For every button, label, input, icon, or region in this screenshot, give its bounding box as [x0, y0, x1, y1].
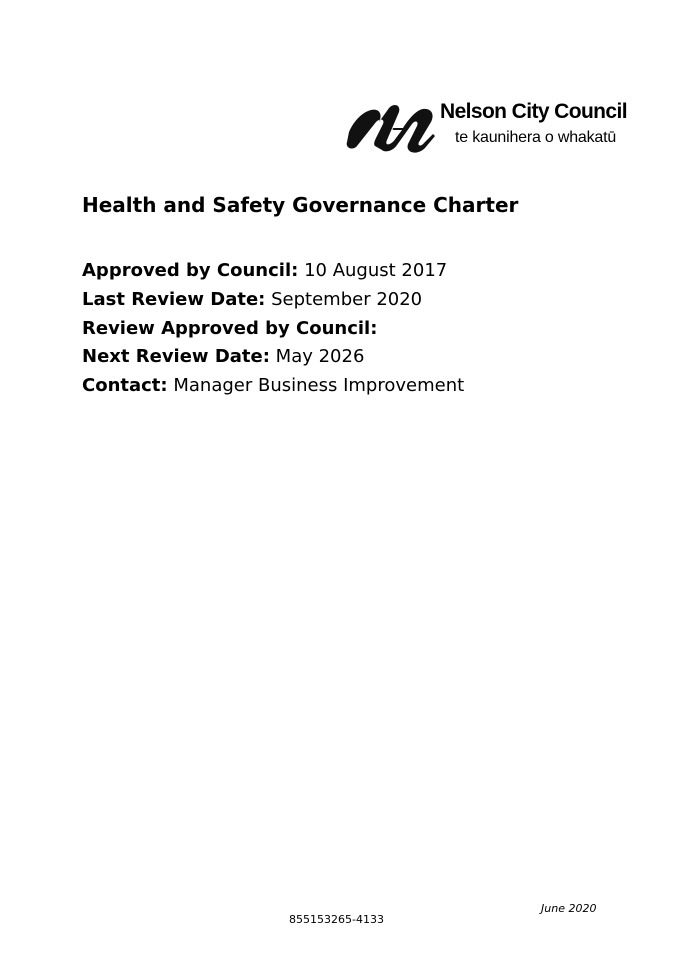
- review-approved-row: [82, 315, 464, 344]
- contact-value: Manager Business Improvement: [173, 375, 465, 397]
- approved-by-council-row: [82, 257, 464, 286]
- council-logo: [345, 98, 645, 156]
- last-review-date-label: Last Review Date:: [82, 288, 266, 310]
- next-review-date-label: Next Review Date:: [82, 346, 270, 368]
- next-review-date-row: [82, 343, 464, 372]
- approved-by-council-value: 10 August 2017: [304, 260, 448, 281]
- logo-subtitle: te kaunihera o whakatū: [455, 129, 617, 146]
- review-approved-label: Review Approved by Council:: [82, 317, 378, 339]
- document-reference-number: 855153265-4133: [289, 913, 384, 926]
- last-review-date-row: [82, 286, 464, 315]
- logo-name: Nelson City Council: [440, 100, 627, 123]
- ncc-swoosh-icon: [345, 98, 441, 156]
- footer-date: June 2020: [541, 902, 597, 915]
- last-review-date-value: September 2020: [271, 288, 423, 310]
- next-review-date-value: May 2026: [275, 346, 365, 368]
- contact-row: [82, 372, 464, 401]
- document-metadata: [82, 257, 464, 401]
- document-title: Health and Safety Governance Charter: [82, 193, 519, 217]
- contact-label: Contact:: [82, 375, 168, 397]
- approved-by-council-label: Approved by Council:: [82, 260, 299, 281]
